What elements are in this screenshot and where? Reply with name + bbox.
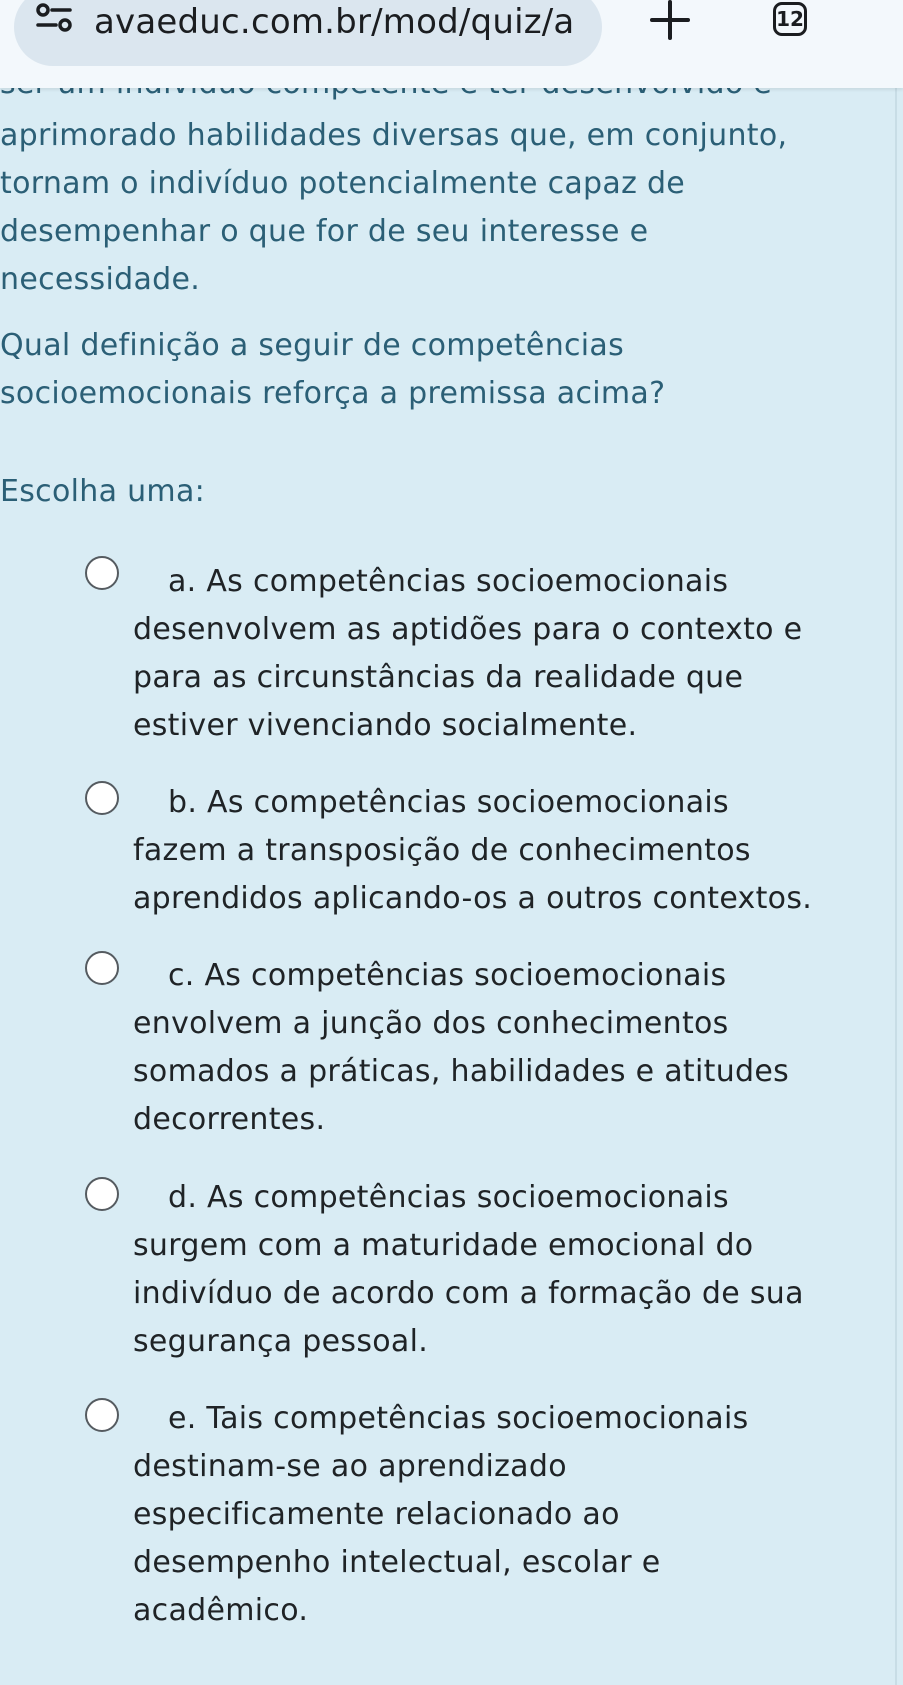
tab-switcher-button[interactable]: 12: [773, 2, 807, 36]
option-d-text-line: d. As competências socioemocionais: [168, 1180, 729, 1215]
option-b-text-line: aprendidos aplicando-os a outros contextos.: [133, 881, 813, 916]
question-intro-line: aprimorado habilidades diversas que, em conjunto,: [0, 118, 788, 153]
address-bar[interactable]: [14, 0, 602, 66]
option-a-text-line: a. As competências socioemocionais: [168, 564, 729, 599]
choose-one-label: Escolha uma:: [0, 474, 206, 509]
option-c-text-line: decorrentes.: [133, 1102, 326, 1137]
url-text: avaeduc.com.br/mod/quiz/a: [94, 2, 575, 42]
option-d-text-line: segurança pessoal.: [133, 1324, 429, 1359]
option-d-text-line: surgem com a maturidade emocional do: [133, 1228, 754, 1263]
browser-toolbar: [0, 0, 903, 88]
radio-button-e[interactable]: [85, 1398, 119, 1432]
site-settings-icon[interactable]: [34, 0, 74, 40]
radio-button-d[interactable]: [85, 1177, 119, 1211]
option-c-text-line: c. As competências socioemocionais: [168, 958, 727, 993]
option-d-text-line: indivíduo de acordo com a formação de sua: [133, 1276, 804, 1311]
option-c-text-line: somados a práticas, habilidades e atitudes: [133, 1054, 790, 1089]
option-a-text-line: desenvolvem as aptidões para o contexto e: [133, 612, 803, 647]
option-c-text-line: envolvem a junção dos conhecimentos: [133, 1006, 729, 1041]
radio-button-a[interactable]: [85, 556, 119, 590]
question-intro-line: tornam o indivíduo potencialmente capaz de: [0, 166, 686, 201]
option-e-text-line: acadêmico.: [133, 1593, 309, 1628]
option-a-text-line: para as circunstâncias da realidade que: [133, 660, 744, 695]
radio-button-c[interactable]: [85, 951, 119, 985]
question-intro-line: desempenhar o que for de seu interesse e: [0, 214, 649, 249]
radio-button-b[interactable]: [85, 781, 119, 815]
option-a-text-line: estiver vivenciando socialmente.: [133, 708, 638, 743]
option-b-text-line: b. As competências socioemocionais: [168, 785, 729, 820]
option-e-text-line: especificamente relacionado ao: [133, 1497, 620, 1532]
option-e-text-line: desempenho intelectual, escolar e: [133, 1545, 661, 1580]
question-prompt-line: socioemocionais reforça a premissa acima?: [0, 376, 666, 411]
option-b-text-line: fazem a transposição de conhecimentos: [133, 833, 751, 868]
question-prompt-line: Qual definição a seguir de competências: [0, 328, 625, 363]
question-intro-line: necessidade.: [0, 262, 201, 297]
content-border: [895, 88, 897, 1685]
option-e-text-line: destinam-se ao aprendizado: [133, 1449, 567, 1484]
new-tab-plus-icon[interactable]: [648, 0, 692, 44]
option-e-text-line: e. Tais competências socioemocionais: [168, 1401, 749, 1436]
